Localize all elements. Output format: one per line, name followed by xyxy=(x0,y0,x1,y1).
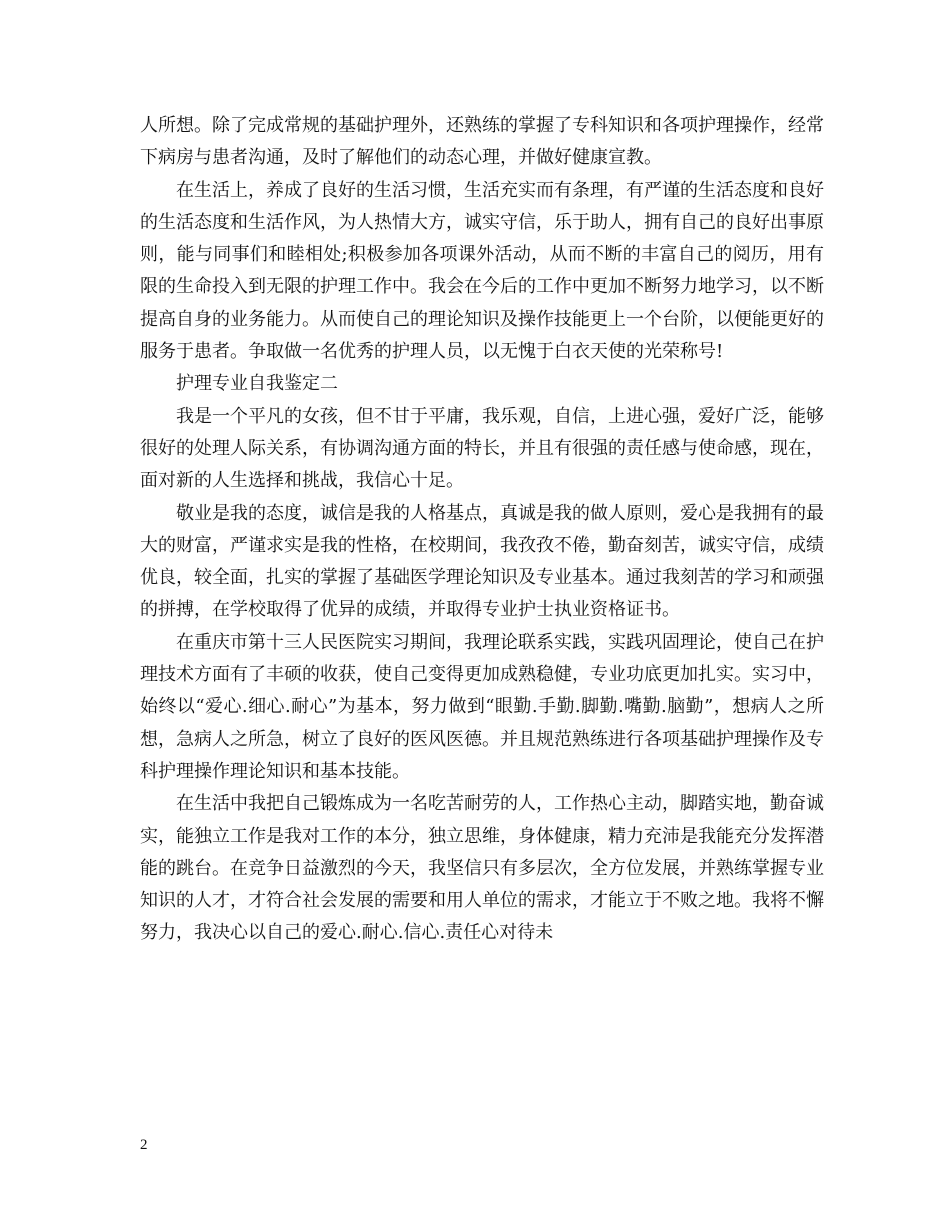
page-number: 2 xyxy=(140,1137,148,1153)
paragraph-attitude: 敬业是我的态度，诚信是我的人格基点，真诚是我的做人原则，爱心是我拥有的最大的财富，严谨求实是我的性格，在校期间，我孜孜不倦，勤奋刻苦，诚实守信，成绩优良，较全面，扎实的掌握了基础医学理论知识及专业基本。通过我刻苦的学习和顽强的拼搏，在学校取得了优异的成绩，并取得专业护士执业资格证书。 xyxy=(140,502,824,621)
document-body xyxy=(140,110,824,950)
paragraph-life-habits: 在生活上，养成了良好的生活习惯，生活充实而有条理，有严谨的生活态度和良好的生活态度和生活作风，为人热情大方，诚实守信，乐于助人，拥有自己的良好出事原则，能与同事们和睦相处;积极参加各项课外活动，从而不断的丰富自己的阅历，用有限的生命投入到无限的护理工作中。我会在今后的工作中更加不断努力地学习，以不断提高自身的业务能力。从而使自己的理论知识及操作技能更上一个台阶，以便能更好的服务于患者。争取做一名优秀的护理人员，以无愧于白衣天使的光荣称号! xyxy=(140,179,824,363)
paragraph-internship: 在重庆市第十三人民医院实习期间，我理论联系实践，实践巩固理论，使自己在护理技术方面有了丰硕的收获，使自己变得更加成熟稳健，专业功底更加扎实。实习中，始终以“爱心.细心.耐心”为基本，努力做到“眼勤.手勤.脚勤.嘴勤.脑勤”，想病人之所想，急病人之所急，树立了良好的医风医德。并且规范熟练进行各项基础护理操作及专科护理操作理论知识和基本技能。 xyxy=(140,631,824,782)
paragraph-life-work: 在生活中我把自己锻炼成为一名吃苦耐劳的人，工作热心主动，脚踏实地，勤奋诚实，能独立工作是我对工作的本分，独立思维，身体健康，精力充沛是我能充分发挥潜能的跳台。在竞争日益激烈的今天，我坚信只有多层次，全方位发展，并熟练掌握专业知识的人才，才符合社会发展的需要和用人单位的需求，才能立于不败之地。我将不懈努力，我决心以自己的爱心.耐心.信心.责任心对待未 xyxy=(140,793,824,944)
paragraph-continuation: 人所想。除了完成常规的基础护理外，还熟练的掌握了专科知识和各项护理操作，经常下病房与患者沟通，及时了解他们的动态心理，并做好健康宣教。 xyxy=(140,115,824,169)
paragraph-self-intro: 我是一个平凡的女孩，但不甘于平庸，我乐观，自信，上进心强，爱好广泛，能够很好的处理人际关系，有协调沟通方面的特长，并且有很强的责任感与使命感，现在，面对新的人生选择和挑战，我信心十足。 xyxy=(140,405,824,492)
section-heading: 护理专业自我鉴定二 xyxy=(176,373,338,395)
